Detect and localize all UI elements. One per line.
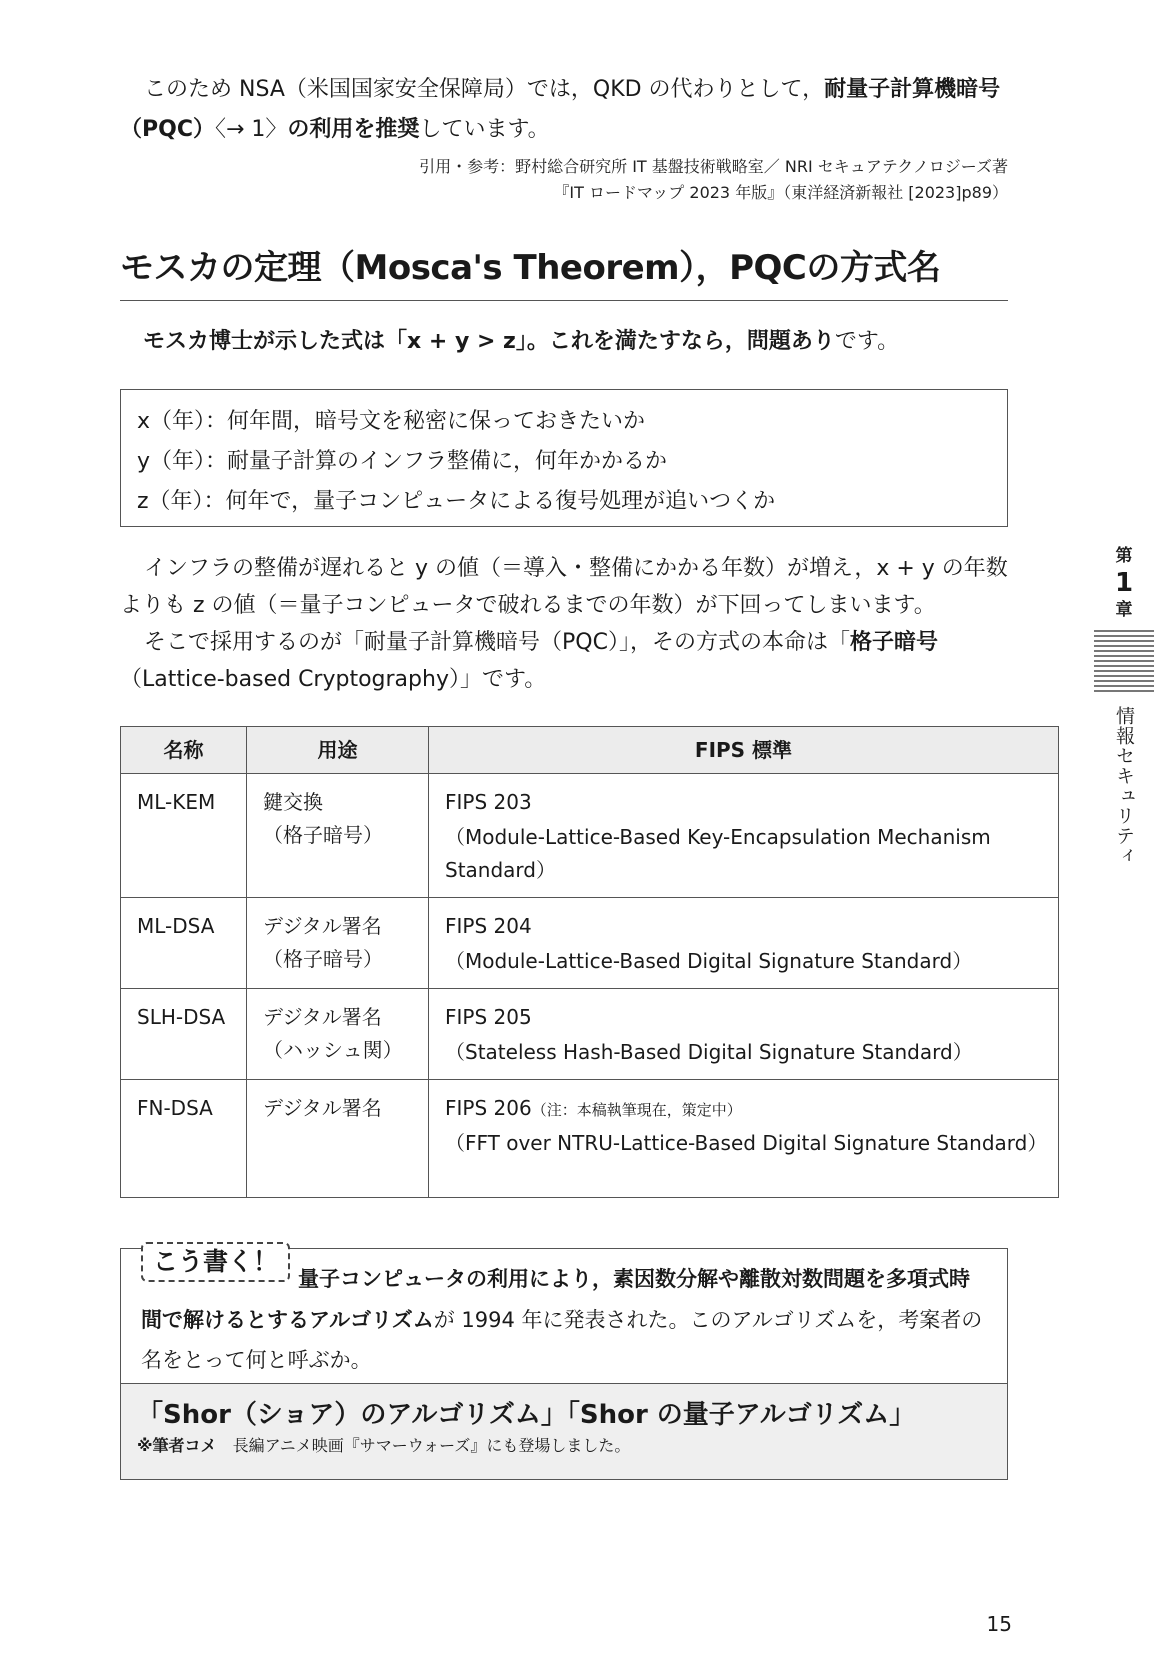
answer-text: 「Shor（ショア）のアルゴリズム」「Shor の量子アルゴリズム」 xyxy=(137,1400,916,1430)
table-row xyxy=(121,1080,1059,1198)
row-use-line-2: （格子暗号） xyxy=(263,823,383,847)
intro-text-end: しています。 xyxy=(419,117,550,142)
definition-z: z（年）：何年で，量子コンピュータによる復号処理が追いつくか xyxy=(137,489,776,514)
quiz-box xyxy=(120,1248,1008,1480)
intro-paragraph xyxy=(120,70,1008,150)
definition-y: y（年）：耐量子計算のインフラ整備に，何年かかるか xyxy=(137,449,668,474)
definition-x: x（年）：何年間，暗号文を秘密に保っておきたいか xyxy=(137,409,646,434)
chapter-tab xyxy=(1104,544,1144,866)
table-row xyxy=(121,774,1059,898)
header-fips: FIPS 標準 xyxy=(429,727,1059,774)
row-name: FN-DSA xyxy=(121,1080,247,1198)
row-fips-desc: （Module-Lattice-Based Key-Encapsulation Mechanism Standard） xyxy=(445,825,991,882)
row-fips xyxy=(429,989,1059,1080)
section-title: モスカの定理（Mosca's Theorem），PQCの方式名 xyxy=(120,244,1008,301)
row-use-line-1: 鍵交換 xyxy=(263,790,323,814)
row-use-line-1: デジタル署名 xyxy=(263,1096,382,1120)
quiz-question-bold: 量子コンピュータの利用により，素因数分解や離散対数問題を多項式時間で解けるとするアルゴリズム xyxy=(141,1267,971,1332)
lead-rest: です。 xyxy=(834,329,900,354)
header-use: 用途 xyxy=(247,727,429,774)
row-name: ML-KEM xyxy=(121,774,247,898)
body2-text-end: （Lattice-based Cryptography）」です。 xyxy=(120,667,547,692)
definition-box xyxy=(120,389,1008,527)
body-paragraphs xyxy=(120,550,1008,698)
page-number: 15 xyxy=(986,1612,1012,1636)
row-use-line-1: デジタル署名 xyxy=(263,1005,382,1029)
row-use xyxy=(247,774,429,898)
row-fips-desc: （FFT over NTRU-Lattice-Based Digital Signature Standard） xyxy=(445,1131,1048,1155)
table-row xyxy=(121,898,1059,989)
intro-text: このため NSA（米国国家安全保障局）では，QKD の代わりとして， xyxy=(144,77,825,102)
chapter-suffix: 章 xyxy=(1115,600,1133,620)
body2-bold-lattice: 格子暗号 xyxy=(849,630,938,655)
row-use-line-2: （格子暗号） xyxy=(263,947,383,971)
row-use xyxy=(247,1080,429,1198)
row-use xyxy=(247,989,429,1080)
chapter-number: 1 xyxy=(1114,568,1134,598)
row-name: ML-DSA xyxy=(121,898,247,989)
quiz-question-rest: が 1994 年に発表された。このアルゴリズムを，考案者の名をとって何と呼ぶか。 xyxy=(141,1308,983,1372)
row-fips-id: FIPS 203 xyxy=(445,790,532,814)
row-fips-id: FIPS 206 xyxy=(445,1096,532,1120)
table-header-row xyxy=(121,727,1059,774)
answer-note-label: ※筆者コメ xyxy=(137,1436,217,1455)
answer-note-text: 長編アニメ映画『サマーウォーズ』にも登場しました。 xyxy=(216,1436,631,1455)
row-use xyxy=(247,898,429,989)
row-name: SLH-DSA xyxy=(121,989,247,1080)
body-paragraph-2 xyxy=(120,624,1008,698)
kou-kaku-tag: こう書く！ xyxy=(141,1242,290,1282)
row-use-line-1: デジタル署名 xyxy=(263,914,382,938)
section-lead xyxy=(143,326,1008,358)
table-row xyxy=(121,989,1059,1080)
chapter-stripes xyxy=(1094,630,1154,694)
row-use-line-2: （ハッシュ関） xyxy=(263,1038,403,1062)
row-fips-desc: （Module-Lattice-Based Digital Signature Standard） xyxy=(445,949,973,973)
citation-line-2: 『IT ロードマップ 2023 年版』（東洋経済新報社 [2023]p89） xyxy=(553,183,1008,202)
quiz-answer xyxy=(121,1383,1007,1479)
lead-bold: モスカ博士が示した式は「x + y > z」。これを満たすなら，問題あり xyxy=(143,329,835,354)
citation-line-1: 引用・参考：野村総合研究所 IT 基盤技術戦略室／ NRI セキュアテクノロジーズ著 xyxy=(419,157,1008,176)
body-paragraph-1: インフラの整備が遅れると y の値（＝導入・整備にかかる年数）が増え，x + y の年数よりも z の値（＝量子コンピュータで破れるまでの年数）が下回ってしまいます。 xyxy=(120,556,1008,618)
row-fips-note: （注：本稿執筆現在，策定中） xyxy=(531,1101,742,1119)
citation xyxy=(300,154,1008,206)
pqc-standards-table xyxy=(120,726,1059,1198)
row-fips xyxy=(429,1080,1059,1198)
row-fips xyxy=(429,774,1059,898)
intro-bold-pqc: 耐量子計算機暗号（PQC） xyxy=(120,77,1001,142)
row-fips-id: FIPS 204 xyxy=(445,914,532,938)
answer-note xyxy=(137,1434,991,1458)
row-fips-desc: （Stateless Hash-Based Digital Signature Standard） xyxy=(445,1040,973,1064)
row-fips-id: FIPS 205 xyxy=(445,1005,532,1029)
intro-ref: 〈→ 1〉 xyxy=(214,117,288,142)
header-name: 名称 xyxy=(121,727,247,774)
row-fips xyxy=(429,898,1059,989)
body2-text: そこで採用するのが「耐量子計算機暗号（PQC）」，その方式の本命は「 xyxy=(144,630,850,655)
intro-bold-recommend: の利用を推奨 xyxy=(287,117,420,142)
quiz-question xyxy=(121,1249,1007,1394)
chapter-prefix: 第 xyxy=(1115,546,1133,566)
chapter-title: 情報セキュリティ xyxy=(1113,706,1135,866)
